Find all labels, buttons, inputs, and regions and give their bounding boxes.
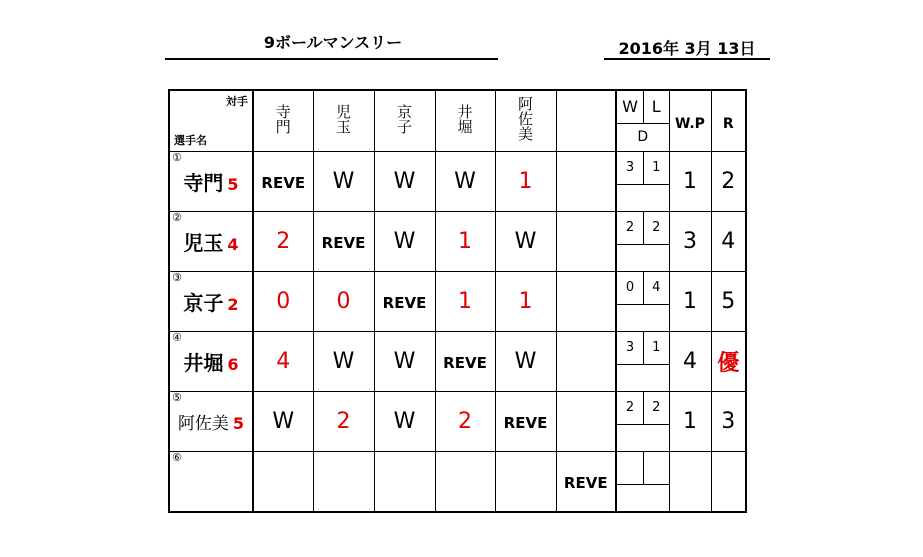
table-row	[169, 272, 746, 332]
result-cell: W	[374, 152, 435, 212]
result-cell: REVE	[374, 272, 435, 332]
corner-opponent-label: 対手	[226, 95, 248, 108]
result-cell	[556, 332, 616, 392]
player-cell	[169, 152, 253, 212]
player-cell	[169, 212, 253, 272]
opponent-header: 阿佐美	[495, 90, 556, 152]
result-cell: REVE	[435, 332, 495, 392]
wp-cell: 1	[669, 392, 711, 452]
wp-cell: 3	[669, 212, 711, 272]
result-cell: 0	[313, 272, 374, 332]
result-cell: 1	[435, 272, 495, 332]
player-name: 京子	[183, 291, 224, 315]
result-cell	[253, 452, 313, 513]
opponent-header	[556, 90, 616, 152]
result-cell	[556, 272, 616, 332]
table-row	[169, 452, 746, 513]
results-table	[168, 89, 747, 513]
wld-cell	[616, 212, 669, 272]
wp-cell	[669, 452, 711, 513]
result-cell: REVE	[556, 452, 616, 513]
result-cell: W	[495, 212, 556, 272]
result-cell: W	[435, 152, 495, 212]
draw-header: D	[637, 129, 649, 145]
result-cell	[495, 452, 556, 513]
wld-cell	[616, 152, 669, 212]
player-name: 阿佐美	[177, 413, 229, 434]
wld-cell	[616, 392, 669, 452]
win-header: W	[617, 91, 644, 124]
wp-cell: 1	[669, 272, 711, 332]
page-title: 9ボールマンスリー	[263, 33, 403, 52]
result-cell: 4	[253, 332, 313, 392]
winner-mark: 優	[717, 351, 740, 376]
result-cell	[374, 452, 435, 513]
player-score: 2	[227, 295, 239, 314]
win-count	[617, 452, 644, 485]
result-cell: W	[374, 332, 435, 392]
opponent-header: 井堀	[435, 90, 495, 152]
player-cell	[169, 332, 253, 392]
result-cell: W	[495, 332, 556, 392]
result-cell: 1	[495, 152, 556, 212]
loss-count: 1	[644, 152, 669, 185]
wld-cell	[616, 332, 669, 392]
result-cell: REVE	[253, 152, 313, 212]
wp-header: W.P	[669, 90, 711, 152]
loss-count: 4	[644, 272, 669, 305]
result-cell: 2	[313, 392, 374, 452]
result-cell: REVE	[495, 392, 556, 452]
win-count: 3	[617, 152, 644, 185]
player-number: ⑤	[172, 391, 182, 404]
wp-cell: 4	[669, 332, 711, 392]
rank-header: R	[711, 90, 746, 152]
result-cell	[556, 152, 616, 212]
player-cell	[169, 272, 253, 332]
corner-player-label: 選手名	[174, 134, 207, 147]
win-count: 2	[617, 392, 644, 425]
player-score: 4	[227, 235, 239, 254]
loss-count: 1	[644, 332, 669, 365]
opponent-header: 児玉	[313, 90, 374, 152]
result-cell: W	[313, 152, 374, 212]
win-count: 2	[617, 212, 644, 245]
player-number: ①	[172, 151, 182, 164]
result-cell	[556, 212, 616, 272]
corner-cell	[169, 90, 253, 152]
result-cell: W	[313, 332, 374, 392]
title-underline	[165, 58, 498, 60]
result-cell	[313, 452, 374, 513]
rank-cell	[711, 332, 746, 392]
event-date: 2016年 3月 13日	[618, 39, 756, 58]
date-underline	[604, 58, 770, 60]
player-number: ②	[172, 211, 182, 224]
loss-count: 2	[644, 212, 669, 245]
player-cell	[169, 392, 253, 452]
wp-cell: 1	[669, 152, 711, 212]
result-cell: 0	[253, 272, 313, 332]
player-score: 5	[227, 175, 239, 194]
player-score: 6	[227, 355, 239, 374]
win-count: 0	[617, 272, 644, 305]
rank-cell: 2	[711, 152, 746, 212]
player-number: ③	[172, 271, 182, 284]
result-cell: 2	[435, 392, 495, 452]
result-cell: 1	[435, 212, 495, 272]
player-name: 寺門	[183, 171, 224, 195]
wld-cell	[616, 452, 669, 513]
player-number: ④	[172, 331, 182, 344]
opponent-header: 寺門	[253, 90, 313, 152]
rank-cell: 5	[711, 272, 746, 332]
result-cell: W	[374, 392, 435, 452]
wld-header	[616, 90, 669, 152]
result-cell	[435, 452, 495, 513]
loss-header: L	[644, 91, 669, 124]
player-name: 井堀	[183, 351, 224, 375]
result-cell: 2	[253, 212, 313, 272]
header-row	[169, 90, 746, 152]
result-cell: W	[374, 212, 435, 272]
loss-count: 2	[644, 392, 669, 425]
result-cell: 1	[495, 272, 556, 332]
table-row	[169, 212, 746, 272]
win-count: 3	[617, 332, 644, 365]
rank-cell: 3	[711, 392, 746, 452]
rank-cell	[711, 452, 746, 513]
loss-count	[644, 452, 669, 485]
table-row	[169, 152, 746, 212]
player-cell	[169, 452, 253, 513]
player-name: 児玉	[183, 231, 224, 255]
rank-cell: 4	[711, 212, 746, 272]
table-row	[169, 392, 746, 452]
result-cell: W	[253, 392, 313, 452]
opponent-header: 京子	[374, 90, 435, 152]
player-score: 5	[232, 413, 245, 433]
player-number: ⑥	[172, 451, 182, 464]
result-cell	[556, 392, 616, 452]
wld-cell	[616, 272, 669, 332]
result-cell: REVE	[313, 212, 374, 272]
table-row	[169, 332, 746, 392]
